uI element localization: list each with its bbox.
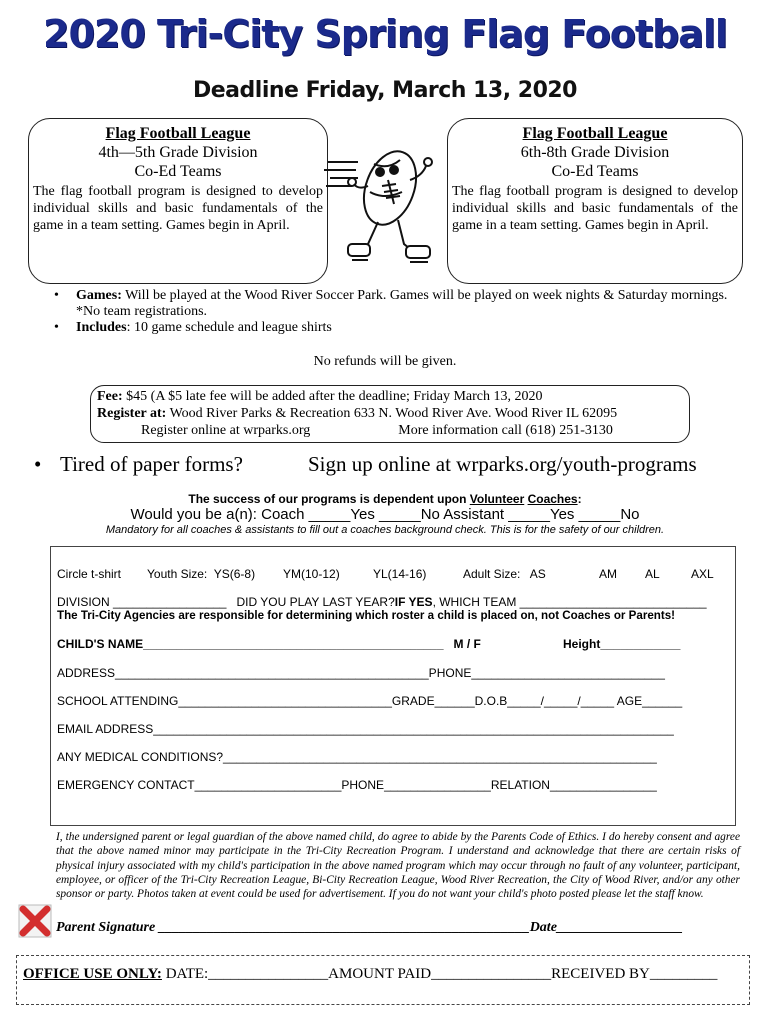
mandatory-note: Mandatory for all coaches & assistants to fill out a coaches background check. This is for the safety of our children. (105, 524, 665, 536)
division-field[interactable] (57, 595, 707, 609)
volunteer-question[interactable]: Would you be a(n): Coach _____Yes _____No Assistant _____Yes _____No (130, 506, 640, 523)
left-box-description: The flag football program is designed to develop individual skills and basic fundamentals of the game in a team setting. Games begin in April. (33, 184, 323, 233)
which-team-text: , WHICH TEAM ____________________________ (432, 595, 707, 609)
right-box-division: 6th-8th Grade Division (520, 144, 670, 161)
football-mascot-icon (322, 140, 444, 270)
left-box-teams: Co-Ed Teams (134, 163, 222, 180)
program-bullets (54, 288, 734, 336)
al-size-option[interactable]: AL (645, 567, 660, 581)
email-field[interactable]: EMAIL ADDRESS______________________________________________________________________________ (57, 722, 674, 736)
am-size-option[interactable]: AM (599, 567, 617, 581)
no-refunds-note: No refunds will be given. (313, 354, 457, 369)
yl-size-option[interactable]: YL(14-16) (373, 567, 427, 581)
left-box-title: Flag Football League (105, 125, 251, 142)
legal-consent-text: I, the undersigned parent or legal guardian of the above named child, do agree to abide by the Parents Code of Ethics. I do hereby consent and agree that the above named minor may participate in the Tri-City Recreation Program. I understand and acknowledge that there are certain risks of physical injury associated with my child's participation in the above named program which may occur through no fault of any volunteer, participant, employee, or officer of the Tri-City Recreation League, Bi-City Recreation League, Wood River Recreation, the City of Wood River, and/or any other sponsor or party. Photos taken at event could be used for advertisement. If you do not want your child's photo posted please let the staff know. (56, 831, 740, 901)
medical-conditions-field[interactable]: ANY MEDICAL CONDITIONS?_________________________________________________________________ (57, 750, 657, 764)
volunteer-heading (0, 492, 770, 506)
axl-size-option[interactable]: AXL (691, 567, 714, 581)
office-use-fields: DATE:________________AMOUNT PAID________________RECEIVED BY_________ (161, 966, 718, 982)
division-text: DIVISION _________________ DID YOU PLAY LAST YEAR? (57, 595, 395, 609)
bullet-text: Will be played at the Wood River Soccer Park. Games will be played on week nights & Saturday mornings. *No team registrations. (76, 288, 728, 319)
promo-bullet: • (34, 452, 42, 476)
promo-right-text: Sign up online at wrparks.org/youth-programs (308, 452, 697, 476)
bullet-text: : 10 game schedule and league shirts (126, 320, 332, 335)
youth-size-option[interactable]: Youth Size: YS(6-8) (147, 567, 256, 581)
success-prefix: The success of our programs is dependent upon (188, 492, 470, 506)
school-field[interactable]: SCHOOL ATTENDING________________________________GRADE______D.O.B_____/_____/_____ AGE______ (57, 694, 683, 708)
coaches-word: Coaches (527, 492, 578, 506)
volunteer-word: Volunteer (469, 492, 525, 506)
left-box-division: 4th—5th Grade Division (98, 144, 258, 161)
office-use-label: OFFICE USE ONLY: (23, 966, 162, 982)
agencies-note: The Tri-City Agencies are responsible for determining which roster a child is placed on, not Coaches or Parents! (57, 609, 676, 622)
sign-here-x-icon (18, 904, 52, 938)
registration-form (50, 546, 736, 826)
fee-box (90, 385, 690, 443)
office-use-box (16, 955, 750, 1005)
success-suffix: : (577, 492, 582, 506)
right-box-title: Flag Football League (522, 125, 668, 142)
emergency-contact-field[interactable]: EMERGENCY CONTACT______________________PHONE________________RELATION________________ (57, 778, 657, 792)
fee-label: Fee: (97, 389, 123, 404)
tshirt-label: Circle t-shirt (57, 567, 122, 581)
list-item (54, 320, 734, 336)
list-item (54, 288, 734, 320)
bullet-label: Includes (76, 320, 127, 335)
if-yes-text: IF YES (394, 595, 433, 609)
page-title: 2020 Tri-City Spring Flag Football (43, 12, 727, 56)
deadline-heading: Deadline Friday, March 13, 2020 (193, 78, 577, 103)
promo-left-text: Tired of paper forms? (60, 452, 243, 476)
right-box-description: The flag football program is designed to develop individual skills and basic fundamentals of the game in a team setting. Games begin in April. (452, 184, 738, 233)
height-field[interactable]: Height____________ (563, 637, 681, 651)
register-text: Wood River Parks & Recreation 633 N. Wood River Ave. Wood River IL 62095 (166, 406, 618, 421)
fee-text: $45 (A $5 late fee will be added after the deadline; Friday March 13, 2020 (122, 389, 543, 404)
child-name-field[interactable]: CHILD'S NAME_____________________________________________ M / F (57, 637, 481, 651)
register-label: Register at: (97, 406, 167, 421)
bullet-label: Games: (76, 288, 122, 303)
parent-signature-line[interactable]: Parent Signature _____________________________________________________Date__________________ (56, 920, 683, 935)
adult-size-option[interactable]: Adult Size: AS (463, 567, 546, 581)
ym-size-option[interactable]: YM(10-12) (283, 567, 340, 581)
more-info-text: More information call (618) 251-3130 (398, 423, 613, 438)
register-online-text: Register online at wrparks.org (141, 423, 311, 438)
right-box-teams: Co-Ed Teams (551, 163, 639, 180)
address-field[interactable]: ADDRESS_______________________________________________PHONE_____________________________ (57, 666, 665, 680)
left-division-box (28, 118, 328, 284)
right-division-box (447, 118, 743, 284)
